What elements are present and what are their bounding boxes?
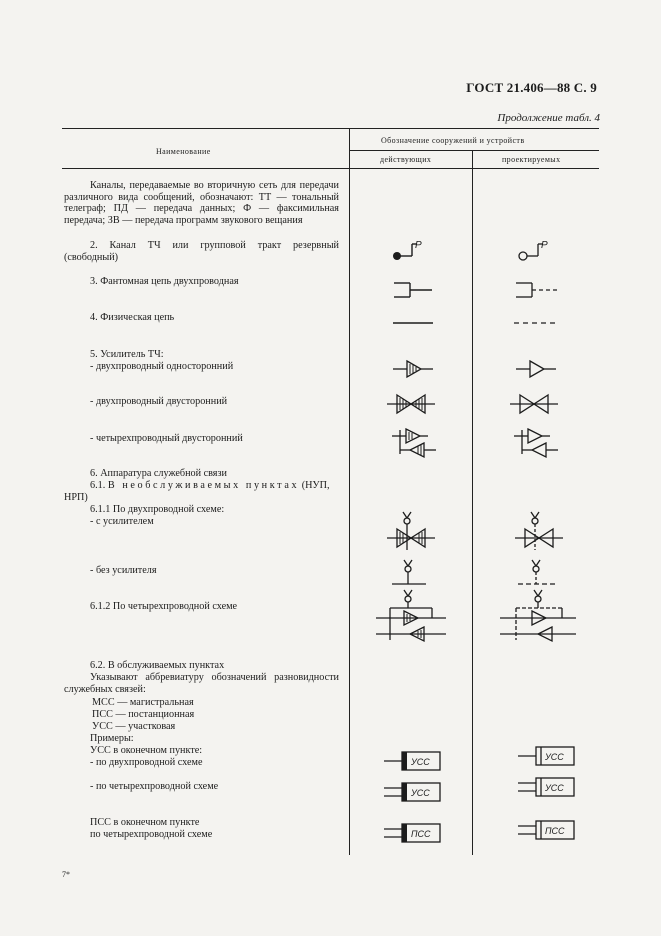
- pss-label: ПСС: [545, 826, 565, 836]
- uss-label: УСС: [411, 788, 430, 798]
- uss-label: УСС: [545, 783, 564, 793]
- row-with-amplifier: - с усилителем: [90, 516, 154, 527]
- page-title: ГОСТ 21.406—88 С. 9: [466, 80, 597, 95]
- row-phantom-circuit: 3. Фантомная цепь двухпроводная: [90, 276, 239, 287]
- uss-two-wire: - по двухпроводной схеме: [90, 757, 203, 768]
- column-divider: [472, 150, 473, 855]
- amplifier-one-way-symbol-existing: [393, 358, 433, 380]
- column-header-designation: Обозначение сооружений и устройств: [381, 136, 525, 145]
- table-top-rule: [62, 128, 599, 129]
- uss-label: УСС: [545, 752, 564, 762]
- phantom-circuit-symbol-planned: [516, 280, 560, 300]
- row-unattended-points: 6.1. В необслуживаемых пунктах (НУП, НРП): [64, 480, 330, 503]
- column-header-planned: проектируемых: [502, 155, 561, 164]
- row-amplifier-4w-two-way: - четырехпроводный двусторонний: [90, 433, 243, 444]
- service-4w-symbol-existing: [376, 588, 446, 644]
- column-divider: [349, 128, 350, 855]
- physical-circuit-symbol-existing: [393, 321, 433, 325]
- pss-four-wire: по четырехпроводной схеме: [90, 829, 213, 840]
- service-2w-amplifier-symbol-planned: [515, 510, 563, 552]
- row-attended-points: 6.2. В обслуживаемых пунктах: [90, 660, 225, 671]
- reserve-channel-symbol-planned: [518, 238, 558, 264]
- physical-circuit-symbol-planned: [514, 321, 556, 325]
- amplifier-two-way-symbol-planned: [510, 393, 558, 415]
- service-2w-no-amplifier-symbol-planned: [518, 558, 562, 586]
- header-split-rule: [349, 150, 599, 151]
- pss-terminal-heading: ПСС в оконечном пункте: [90, 817, 200, 828]
- reserve-channel-symbol-existing: [392, 238, 432, 264]
- pss-4w-symbol-existing: [384, 822, 442, 844]
- reserve-label: Р: [415, 240, 422, 251]
- phantom-circuit-symbol-existing: [394, 280, 434, 300]
- row-amplifier: 5. Усилитель ТЧ:: [90, 349, 164, 360]
- page-mark: 7*: [62, 870, 70, 879]
- row-service-equipment: 6. Аппаратура служебной связи: [90, 468, 227, 479]
- uss-label: УСС: [411, 757, 430, 767]
- abbreviation-note: Указывают аббревиатуру обозначений разновидности служебных связей:: [64, 672, 339, 695]
- uss-2w-symbol-existing: [384, 750, 442, 772]
- header-bottom-rule: [62, 168, 599, 169]
- row-physical-circuit: 4. Физическая цепь: [90, 312, 175, 323]
- amplifier-four-wire-symbol-existing: [392, 426, 436, 460]
- pss-label: ПСС: [411, 829, 431, 839]
- channels-description: Каналы, передаваемые во вторичную сеть для передачи различного вида сообщений, обозначают: ТТ — тональный телеграф; ПД — передача данных; Ф — факсимильная передача; ЗВ — передача программ звукового вещания: [64, 180, 339, 226]
- examples-heading: Примеры:: [90, 733, 134, 744]
- row-four-wire-scheme: 6.1.2 По четырехпроводной схеме: [90, 601, 238, 612]
- abbr-mss: МСС — магистральная: [92, 697, 194, 708]
- reserve-label: Р: [541, 240, 548, 251]
- table-continuation-label: Продолжение табл. 4: [497, 112, 600, 124]
- abbr-pss: ПСС — постанционная: [92, 709, 195, 720]
- uss-4w-symbol-existing: [384, 781, 442, 803]
- service-4w-symbol-planned: [500, 588, 576, 644]
- row-reserve-channel: 2. Канал ТЧ или групповой тракт резервный (свободный): [64, 240, 339, 263]
- uss-terminal-heading: УСС в оконечном пункте:: [90, 745, 203, 756]
- service-2w-amplifier-symbol-existing: [387, 510, 435, 552]
- abbr-uss: УСС — участковая: [92, 721, 176, 732]
- amplifier-one-way-symbol-planned: [516, 358, 556, 380]
- row-amplifier-2w-one-way: - двухпроводный односторонний: [90, 361, 234, 372]
- row-amplifier-2w-two-way: - двухпроводный двусторонний: [90, 396, 228, 407]
- uss-4w-symbol-planned: [518, 776, 576, 798]
- column-header-name: Наименование: [156, 147, 211, 156]
- pss-4w-symbol-planned: [518, 819, 576, 841]
- row-without-amplifier: - без усилителя: [90, 565, 157, 576]
- column-header-existing: действующих: [380, 155, 432, 164]
- row-two-wire-scheme: 6.1.1 По двухпроводной схеме:: [90, 504, 225, 515]
- service-2w-no-amplifier-symbol-existing: [392, 558, 432, 586]
- uss-2w-symbol-planned: [518, 745, 576, 767]
- uss-four-wire: - по четырехпроводной схеме: [90, 781, 219, 792]
- amplifier-four-wire-symbol-planned: [514, 426, 558, 460]
- amplifier-two-way-symbol-existing: [387, 393, 435, 415]
